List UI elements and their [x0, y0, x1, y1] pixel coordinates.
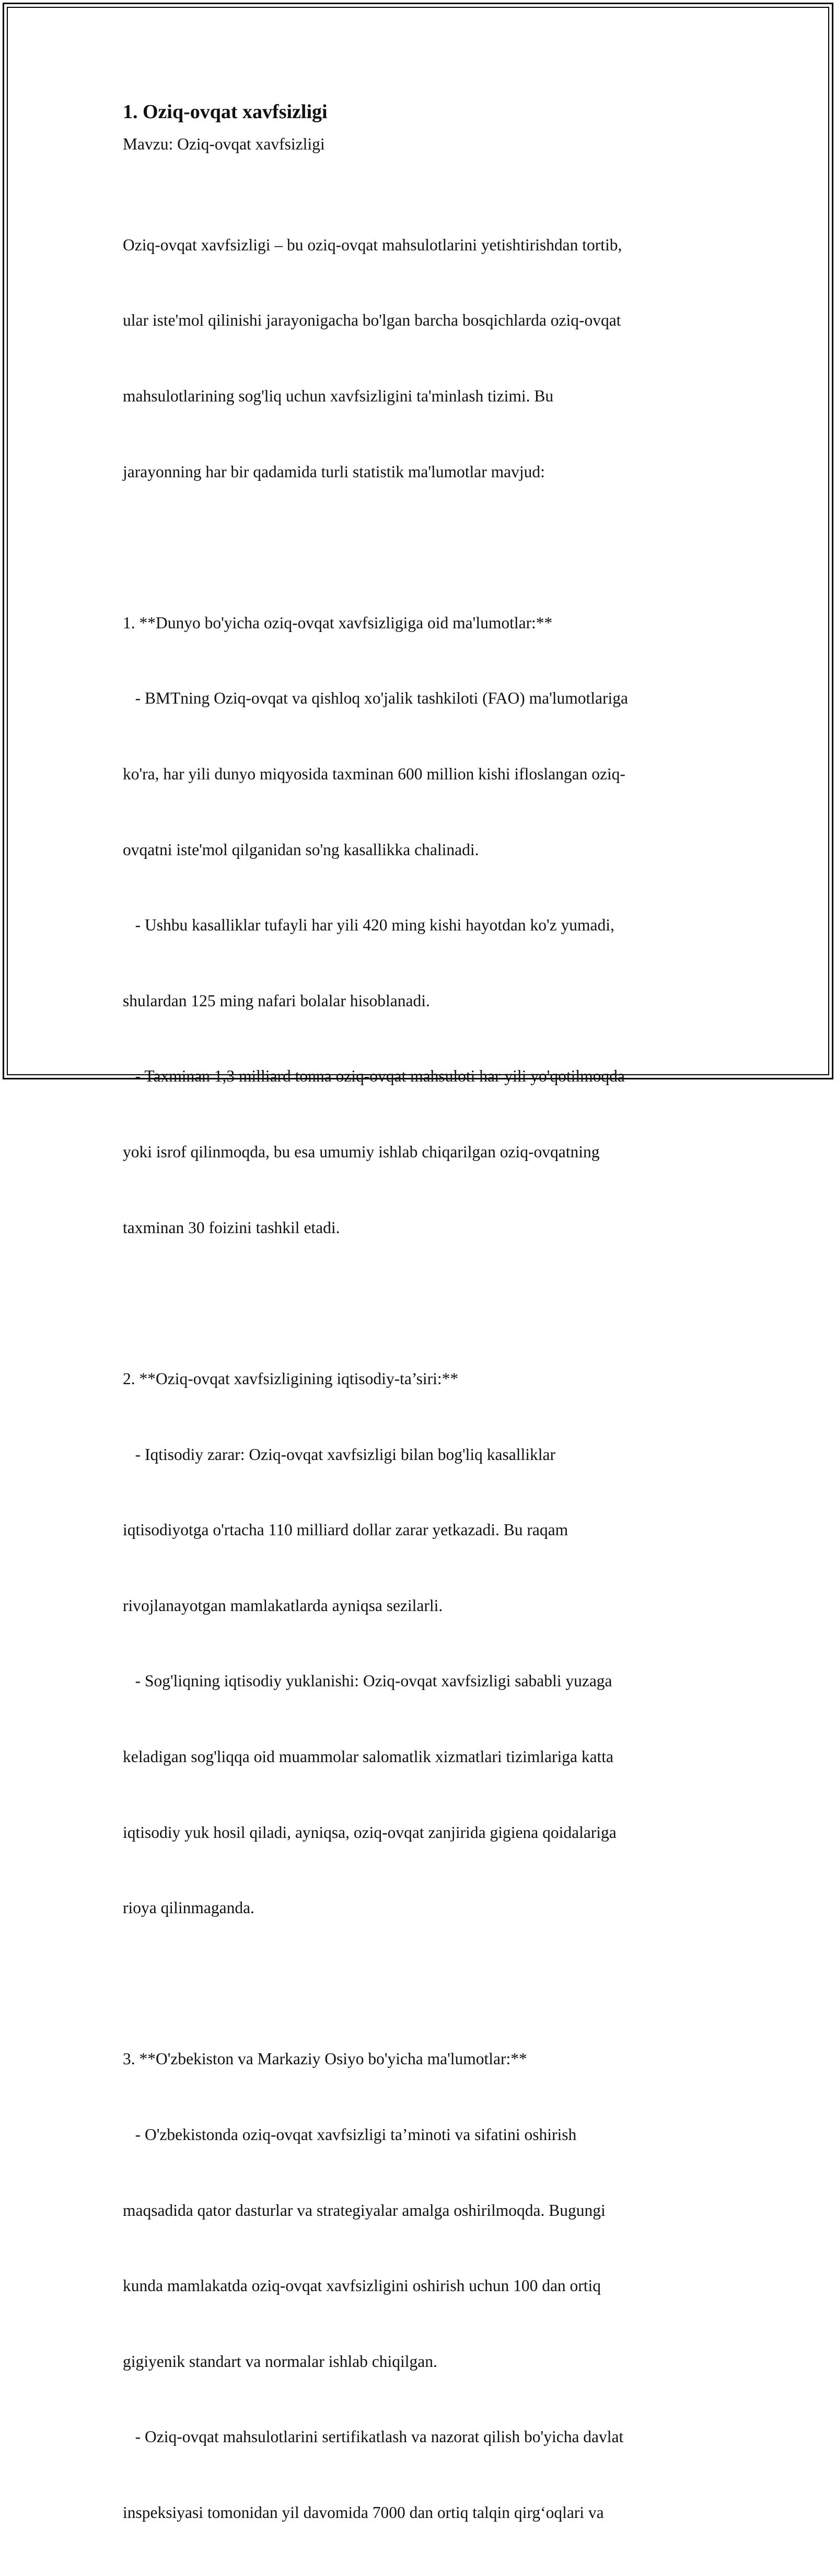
text-line: - Sog'liqning iqtisodiy yuklanishi: Oziq-ovqat xavfsizligi sababli yuzaga	[123, 1672, 612, 1690]
text-line: keladigan sog'liqqa oid muammolar salomatlik xizmatlari tizimlariga katta	[123, 1747, 614, 1766]
text-line: maqsadida qator dasturlar va strategiyalar amalga oshirilmoqda. Bugungi	[123, 2201, 606, 2220]
text-line: - O'zbekistonda oziq-ovqat xavfsizligi ta’minoti va sifatini oshirish	[123, 2125, 577, 2144]
text-line: - Iqtisodiy zarar: Oziq-ovqat xavfsizligi bilan bog'liq kasalliklar	[123, 1445, 555, 1464]
text-line: kunda mamlakatda oziq-ovqat xavfsizligini oshirish uchun 100 dan ortiq	[123, 2276, 601, 2295]
subject-line: Mavzu: Oziq-ovqat xavfsizligi	[123, 135, 325, 153]
text-line: - Oziq-ovqat mahsulotlarini sertifikatlash va nazorat qilish bo'yicha davlat	[123, 2428, 624, 2446]
text-line: rivojlanayotgan mamlakatlarda ayniqsa sezilarli.	[123, 1596, 443, 1615]
section-uzbekistan-data	[123, 1996, 718, 2576]
text-line: rioya qilinmaganda.	[123, 1899, 254, 1917]
section-heading: 3. **O'zbekiston va Markaziy Osiyo bo'yicha ma'lumotlar:**	[123, 2050, 527, 2068]
text-line: Oziq-ovqat xavfsizligi – bu oziq-ovqat mahsulotlarini yetishtirishdan tortib,	[123, 235, 622, 254]
text-line: inspeksiyasi tomonidan yil davomida 7000 dan ortiq talqin qirg‘oqlari va	[123, 2503, 604, 2522]
section-world-data	[123, 560, 718, 1291]
text-line: shulardan 125 ming nafari bolalar hisoblanadi.	[123, 991, 430, 1010]
text-line: - BMTning Oziq-ovqat va qishloq xo'jalik tashkiloti (FAO) ma'lumotlariga	[123, 689, 629, 708]
section-economic-impact	[123, 1316, 718, 1971]
text-line: iqtisodiy yuk hosil qiladi, ayniqsa, oziq-ovqat zanjirida gigiena qoidalariga	[123, 1823, 617, 1842]
document-body	[123, 97, 718, 2576]
text-line: - Taxminan 1,3 milliard tonna oziq-ovqat mahsuloti har yili yo'qotilmoqda	[123, 1067, 625, 1086]
text-line: ovqatni iste'mol qilganidan so'ng kasallikka chalinadi.	[123, 840, 479, 859]
section-heading: 1. **Dunyo bo'yicha oziq-ovqat xavfsizligiga oid ma'lumotlar:**	[123, 613, 553, 632]
text-line: ko'ra, har yili dunyo miqyosida taxminan 600 million kishi ifloslangan oziq-	[123, 765, 625, 784]
text-line: taxminan 30 foizini tashkil etadi.	[123, 1218, 340, 1237]
text-line: - Ushbu kasalliklar tufayli har yili 420 ming kishi hayotdan ko'z yumadi,	[123, 916, 614, 935]
text-line: jarayonning har bir qadamida turli statistik ma'lumotlar mavjud:	[123, 462, 545, 481]
intro-paragraph	[123, 182, 718, 535]
text-line: iqtisodiyotga o'rtacha 110 milliard dollar zarar yetkazadi. Bu raqam	[123, 1521, 568, 1539]
text-line: gigiyenik standart va normalar ishlab chiqilgan.	[123, 2352, 437, 2371]
text-line: ular iste'mol qilinishi jarayonigacha bo'lgan barcha bosqichlarda oziq-ovqat	[123, 311, 621, 330]
text-line: mahsulotlarining sog'liq uchun xavfsizligini ta'minlash tizimi. Bu	[123, 387, 554, 406]
section-heading: 2. **Oziq-ovqat xavfsizligining iqtisodiy-ta’siri:**	[123, 1369, 459, 1388]
document-title: 1. Oziq-ovqat xavfsizligi	[123, 101, 328, 123]
text-line: yoki isrof qilinmoqda, bu esa umumiy ishlab chiqarilgan oziq-ovqatning	[123, 1143, 600, 1162]
